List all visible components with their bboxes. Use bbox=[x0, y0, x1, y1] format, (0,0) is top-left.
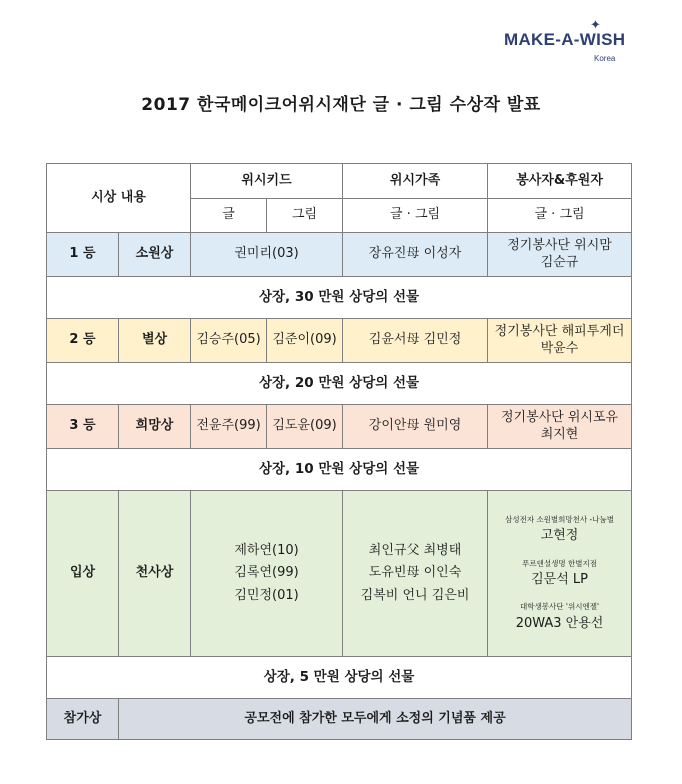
award-cell: 천사상 bbox=[119, 491, 191, 657]
family-winner: 장유진母 이성자 bbox=[343, 233, 488, 277]
prize-text: 상장, 5 만원 상당의 선물 bbox=[47, 657, 632, 699]
kid-drawing-winner: 김준이(09) bbox=[267, 319, 343, 363]
volunteer-org: 정기봉사단 위시포유 bbox=[500, 410, 619, 426]
volunteer-org: 정기봉사단 해피투게더 bbox=[494, 324, 625, 340]
participation-text: 공모전에 참가한 모두에게 소정의 기념품 제공 bbox=[119, 699, 632, 740]
table-row bbox=[47, 319, 632, 363]
award-cell: 희망상 bbox=[119, 405, 191, 449]
prize-row bbox=[47, 363, 632, 405]
family-winner: 김윤서母 김민정 bbox=[343, 319, 488, 363]
rank-cell: 1 등 bbox=[47, 233, 119, 277]
volunteer-org: 삼성전자 소원별희망천사 -나눔별 bbox=[505, 515, 614, 525]
wish-kid-header: 위시키드 bbox=[191, 164, 343, 199]
kid-winner: 김록연(99) bbox=[234, 565, 299, 581]
award-content-header: 시상 내용 bbox=[47, 164, 191, 233]
participation-row bbox=[47, 699, 632, 740]
family-winners bbox=[343, 491, 488, 657]
family-winner: 강이안母 원미영 bbox=[343, 405, 488, 449]
logo-subtext: Korea bbox=[594, 54, 616, 63]
volunteer-name: 최지현 bbox=[540, 426, 579, 442]
star-icon: ✦ bbox=[590, 18, 601, 33]
award-cell: 별상 bbox=[119, 319, 191, 363]
prize-row bbox=[47, 277, 632, 319]
prize-text: 상장, 20 만원 상당의 선물 bbox=[47, 363, 632, 405]
logo-text: MAKE-A-WISH bbox=[504, 30, 626, 49]
volunteer-org: 푸르덴셜생명 한별지점 bbox=[522, 558, 597, 568]
rank-cell: 입상 bbox=[47, 491, 119, 657]
kid-winner: 제하연(10) bbox=[234, 543, 299, 559]
volunteer-winners bbox=[488, 491, 632, 657]
volunteer-org: 대학생봉사단 '위시엔젤' bbox=[520, 602, 600, 612]
award-table bbox=[46, 163, 632, 740]
table-row bbox=[47, 491, 632, 657]
kid-winners bbox=[191, 491, 343, 657]
award-cell: 소원상 bbox=[119, 233, 191, 277]
volunteer-winner bbox=[488, 405, 632, 449]
header-row-1 bbox=[47, 164, 632, 199]
volunteer-name: 고현정 bbox=[540, 528, 579, 544]
family-winner: 김복비 언니 김은비 bbox=[360, 587, 470, 603]
prize-row bbox=[47, 449, 632, 491]
volunteer-header: 봉사자&후원자 bbox=[488, 164, 632, 199]
prize-row bbox=[47, 657, 632, 699]
family-winner: 도유빈母 이인숙 bbox=[368, 565, 462, 581]
rank-cell: 2 등 bbox=[47, 319, 119, 363]
volunteer-name: 20WA3 안용선 bbox=[515, 615, 604, 631]
volunteer-winner bbox=[488, 319, 632, 363]
kid-drawing-header: 그림 bbox=[267, 199, 343, 233]
kid-winner: 김민정(01) bbox=[234, 587, 299, 603]
prize-text: 상장, 30 만원 상당의 선물 bbox=[47, 277, 632, 319]
participation-label: 참가상 bbox=[47, 699, 119, 740]
volunteer-winner bbox=[488, 233, 632, 277]
rank-cell: 3 등 bbox=[47, 405, 119, 449]
volunteer-category-header: 글 · 그림 bbox=[488, 199, 632, 233]
page-title: 2017 한국메이크어위시재단 글 · 그림 수상작 발표 bbox=[141, 95, 541, 115]
table-row bbox=[47, 233, 632, 277]
kid-writing-winner: 김승주(05) bbox=[191, 319, 267, 363]
kid-drawing-winner: 김도윤(09) bbox=[267, 405, 343, 449]
make-a-wish-logo bbox=[504, 18, 634, 66]
prize-text: 상장, 10 만원 상당의 선물 bbox=[47, 449, 632, 491]
volunteer-name: 박윤수 bbox=[540, 340, 579, 356]
volunteer-name: 김순규 bbox=[540, 254, 579, 270]
kid-winner: 권미리(03) bbox=[191, 233, 343, 277]
wish-family-header: 위시가족 bbox=[343, 164, 488, 199]
family-category-header: 글 · 그림 bbox=[343, 199, 488, 233]
family-winner: 최인규父 최병태 bbox=[368, 543, 462, 559]
volunteer-org: 정기봉사단 위시맘 bbox=[507, 238, 612, 254]
kid-writing-header: 글 bbox=[191, 199, 267, 233]
table-row bbox=[47, 405, 632, 449]
volunteer-name: 김문석 LP bbox=[531, 572, 588, 588]
kid-writing-winner: 전윤주(99) bbox=[191, 405, 267, 449]
